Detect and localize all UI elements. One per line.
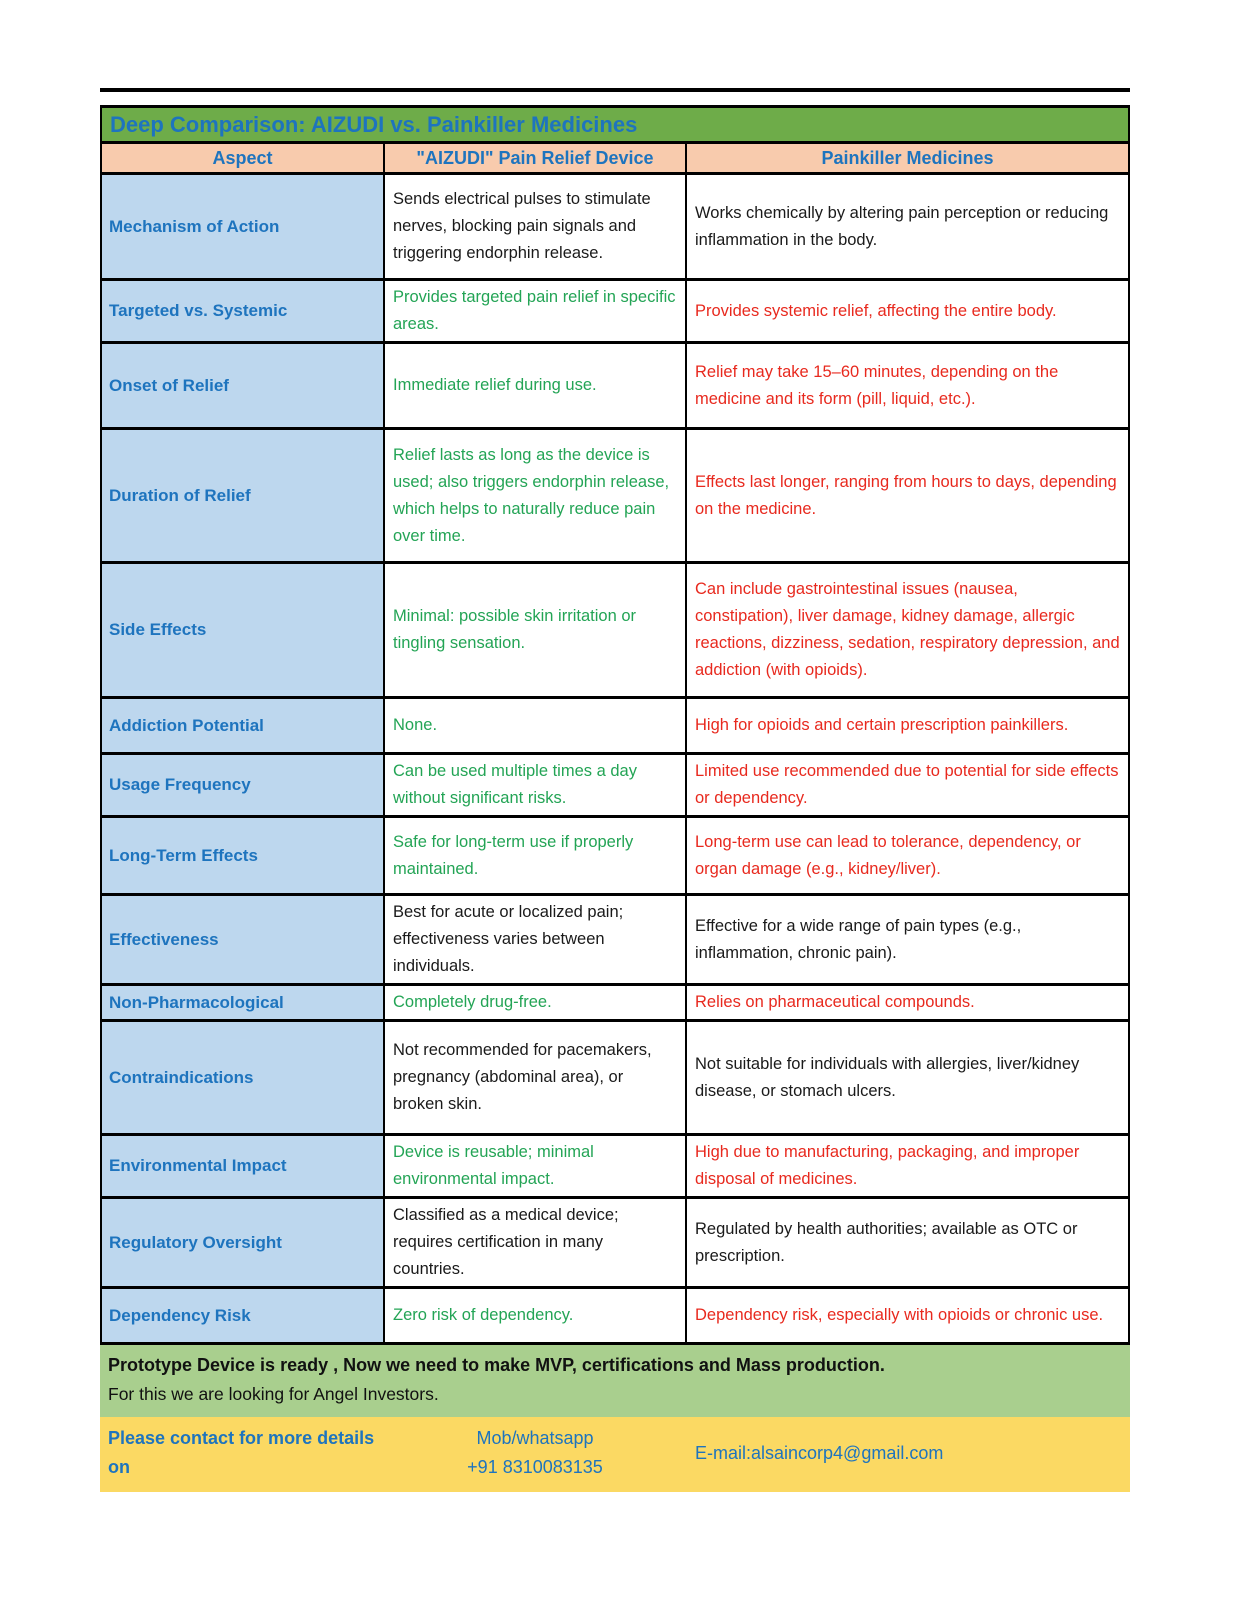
aspect-label: Duration of Relief	[101, 429, 384, 563]
medicine-value: High for opioids and certain prescription painkillers.	[686, 698, 1129, 754]
phone-number: +91 8310083135	[467, 1457, 603, 1477]
header-aspect: Aspect	[101, 143, 384, 174]
device-value: Best for acute or localized pain; effectiveness varies between individuals.	[384, 895, 686, 985]
device-value: Immediate relief during use.	[384, 343, 686, 429]
medicine-value: Effective for a wide range of pain types (e.g., inflammation, chronic pain).	[686, 895, 1129, 985]
device-value: Zero risk of dependency.	[384, 1288, 686, 1344]
row-addiction-potential	[101, 698, 1129, 754]
aspect-label: Regulatory Oversight	[101, 1198, 384, 1288]
row-contraindications	[101, 1021, 1129, 1135]
aspect-label: Targeted vs. Systemic	[101, 280, 384, 343]
aspect-label: Side Effects	[101, 563, 384, 698]
row-long-term-effects	[101, 817, 1129, 895]
medicine-value: Long-term use can lead to tolerance, dependency, or organ damage (e.g., kidney/liver).	[686, 817, 1129, 895]
medicine-value: Works chemically by altering pain perception or reducing inflammation in the body.	[686, 174, 1129, 280]
aspect-label: Usage Frequency	[101, 754, 384, 817]
header-device: "AIZUDI" Pain Relief Device	[384, 143, 686, 174]
angel-investors-line: For this we are looking for Angel Investors.	[108, 1384, 439, 1404]
header-medicines: Painkiller Medicines	[686, 143, 1129, 174]
contact-label: Please contact for more details on	[108, 1428, 375, 1477]
row-environmental-impact	[101, 1135, 1129, 1198]
row-non-pharmacological	[101, 985, 1129, 1021]
aspect-label: Non-Pharmacological	[101, 985, 384, 1021]
phone-block	[385, 1424, 685, 1482]
aspect-label: Dependency Risk	[101, 1288, 384, 1344]
medicine-value: Relies on pharmaceutical compounds.	[686, 985, 1129, 1021]
device-value: Completely drug-free.	[384, 985, 686, 1021]
device-value: Can be used multiple times a day without significant risks.	[384, 754, 686, 817]
device-value: Not recommended for pacemakers, pregnancy (abdominal area), or broken skin.	[384, 1021, 686, 1135]
prototype-status-line: Prototype Device is ready , Now we need to make MVP, certifications and Mass production.	[108, 1355, 885, 1375]
device-value: Device is reusable; minimal environmental impact.	[384, 1135, 686, 1198]
medicine-value: Limited use recommended due to potential for side effects or dependency.	[686, 754, 1129, 817]
table-title-row	[101, 107, 1129, 143]
row-onset-of-relief	[101, 343, 1129, 429]
aspect-label: Mechanism of Action	[101, 174, 384, 280]
row-targeted-vs-systemic	[101, 280, 1129, 343]
row-dependency-risk	[101, 1288, 1129, 1344]
row-duration-of-relief	[101, 429, 1129, 563]
aspect-label: Addiction Potential	[101, 698, 384, 754]
sheet-content	[100, 88, 1130, 1492]
row-usage-frequency	[101, 754, 1129, 817]
top-rule	[100, 88, 1130, 92]
medicine-value: Can include gastrointestinal issues (nausea, constipation), liver damage, kidney damage, allergic reactions, dizziness, sedation, respiratory depression, and addiction (with opioids).	[686, 563, 1129, 698]
column-header-row	[101, 143, 1129, 174]
comparison-table	[100, 105, 1130, 1345]
medicine-value: Dependency risk, especially with opioids or chronic use.	[686, 1288, 1129, 1344]
aspect-label: Onset of Relief	[101, 343, 384, 429]
medicine-value: Effects last longer, ranging from hours to days, depending on the medicine.	[686, 429, 1129, 563]
aspect-label: Effectiveness	[101, 895, 384, 985]
device-value: Relief lasts as long as the device is used; also triggers endorphin release, which helps to naturally reduce pain over time.	[384, 429, 686, 563]
medicine-value: Provides systemic relief, affecting the entire body.	[686, 280, 1129, 343]
table-title: Deep Comparison: AIZUDI vs. Painkiller Medicines	[101, 107, 1129, 143]
contact-bar	[100, 1417, 1130, 1492]
row-mechanism-of-action	[101, 174, 1129, 280]
row-side-effects	[101, 563, 1129, 698]
row-regulatory-oversight	[101, 1198, 1129, 1288]
device-value: Minimal: possible skin irritation or tingling sensation.	[384, 563, 686, 698]
medicine-value: Not suitable for individuals with allergies, liver/kidney disease, or stomach ulcers.	[686, 1021, 1129, 1135]
email-address: E-mail:alsaincorp4@gmail.com	[695, 1442, 944, 1463]
whatsapp-label: Mob/whatsapp	[476, 1428, 594, 1448]
device-value: None.	[384, 698, 686, 754]
investor-note-band	[100, 1345, 1130, 1417]
device-value: Classified as a medical device; requires certification in many countries.	[384, 1198, 686, 1288]
aspect-label: Long-Term Effects	[101, 817, 384, 895]
device-value: Provides targeted pain relief in specific areas.	[384, 280, 686, 343]
device-value: Sends electrical pulses to stimulate nerves, blocking pain signals and triggering endorphin release.	[384, 174, 686, 280]
device-value: Safe for long-term use if properly maintained.	[384, 817, 686, 895]
aspect-label: Environmental Impact	[101, 1135, 384, 1198]
medicine-value: Regulated by health authorities; available as OTC or prescription.	[686, 1198, 1129, 1288]
medicine-value: High due to manufacturing, packaging, and improper disposal of medicines.	[686, 1135, 1129, 1198]
medicine-value: Relief may take 15–60 minutes, depending on the medicine and its form (pill, liquid, etc.).	[686, 343, 1129, 429]
aspect-label: Contraindications	[101, 1021, 384, 1135]
row-effectiveness	[101, 895, 1129, 985]
